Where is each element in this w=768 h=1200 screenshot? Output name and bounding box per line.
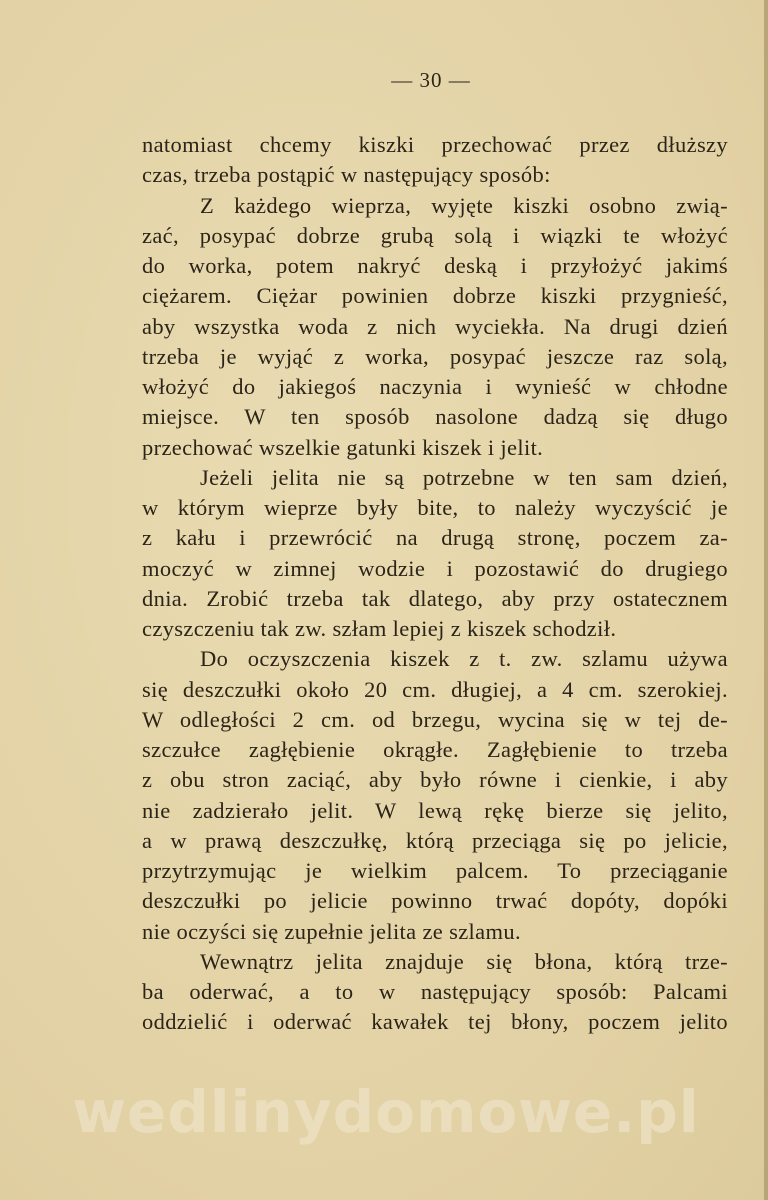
text-line: deszczułki po jelicie powinno trwać dopóty, dopóki — [142, 888, 728, 914]
page-number: — 30 — — [391, 68, 471, 92]
text-line: Wewnątrz jelita znajduje się błona, którą trze- — [200, 948, 728, 974]
text-line: moczyć w zimnej wodzie i pozostawić do drugiego — [142, 555, 728, 581]
text-line: nie oczyści się zupełnie jelita ze szlamu. — [142, 918, 521, 944]
text-line: włożyć do jakiegoś naczynia i wynieść w chłodne — [142, 374, 728, 399]
page-edge — [764, 0, 768, 1200]
text-line: w którym wieprze były bite, to należy wyczyścić je — [142, 495, 728, 520]
text-line: Z każdego wieprza, wyjęte kiszki osobno zwią- — [200, 192, 728, 218]
text-line: ba oderwać, a to w następujący sposób: Palcami — [142, 979, 728, 1004]
watermark: wedlinydomowe.pl — [72, 1078, 700, 1146]
text-line: czyszczeniu tak zw. szłam lepiej z kiszek schodził. — [142, 616, 617, 641]
text-line: nie zadzierało jelit. W lewą rękę bierze się jelito, — [142, 797, 728, 823]
text-line: szczułce zagłębienie okrągłe. Zagłębienie to trzeba — [142, 737, 728, 762]
text-line: z kału i przewrócić na drugą stronę, poczem za- — [142, 525, 728, 551]
text-line: a w prawą deszczułkę, którą przeciąga się po jelicie, — [142, 827, 728, 853]
text-line: aby wszystka woda z nich wyciekła. Na drugi dzień — [142, 313, 728, 339]
text-line: dnia. Zrobić trzeba tak dlatego, aby przy ostatecznem — [142, 585, 728, 611]
text-line: przytrzymując je wielkim palcem. To przeciąganie — [142, 858, 728, 883]
text-line: natomiast chcemy kiszki przechować przez dłuższy — [142, 132, 728, 157]
text-line: W odległości 2 cm. od brzegu, wycina się w tej de- — [142, 706, 728, 732]
text-line: Jeżeli jelita nie są potrzebne w ten sam dzień, — [200, 464, 728, 490]
text-line: miejsce. W ten sposób nasolone dadzą się długo — [142, 404, 728, 430]
text-line: zać, posypać dobrze grubą solą i wiązki te włożyć — [142, 222, 728, 248]
text-line: czas, trzeba postąpić w następujący sposób: — [142, 162, 551, 188]
text-line: do worka, potem nakryć deską i przyłożyć jakimś — [142, 253, 728, 278]
text-line: się deszczułki około 20 cm. długiej, a 4 cm. szerokiej. — [142, 676, 728, 702]
text-line: oddzielić i oderwać kawałek tej błony, poczem jelito — [142, 1009, 728, 1035]
text-line: przechować wszelkie gatunki kiszek i jelit. — [142, 434, 544, 460]
text-line: trzeba je wyjąć z worka, posypać jeszcze raz solą, — [142, 343, 728, 369]
text-line: z obu stron zaciąć, aby było równe i cienkie, i aby — [142, 767, 728, 793]
text-line: ciężarem. Ciężar powinien dobrze kiszki przygnieść, — [142, 283, 728, 309]
text-line: Do oczyszczenia kiszek z t. zw. szlamu używa — [200, 646, 728, 672]
